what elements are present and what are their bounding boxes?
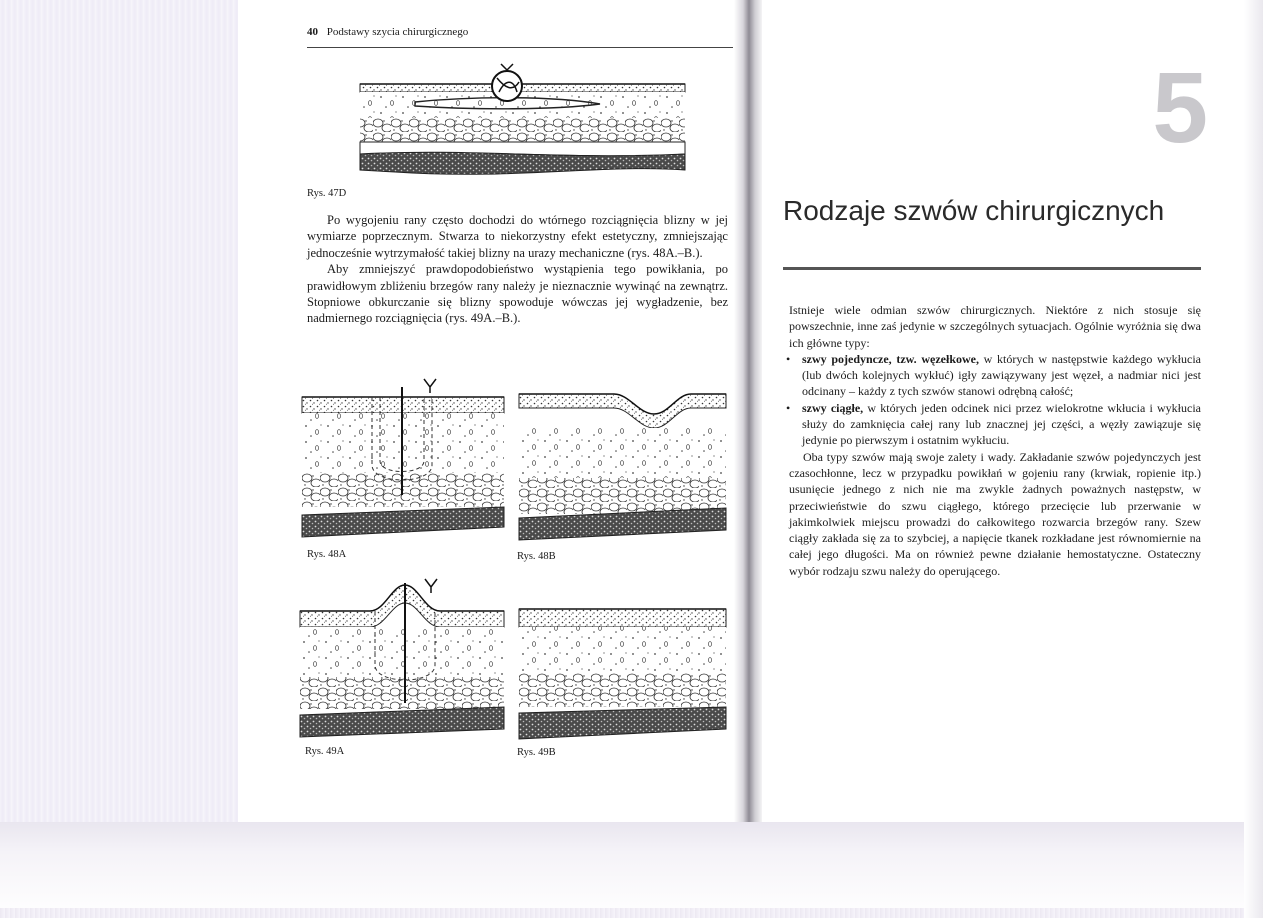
scan-margin-bottom xyxy=(0,822,1263,918)
chapter-title: Rodzaje szwów chirurgicznych xyxy=(783,195,1165,226)
page-number: 40 xyxy=(307,26,318,38)
paragraph: Istnieje wiele odmian szwów chirurgicznych. Niektóre z nich stosuje się powszechnie, inne zaś jedynie w szczególnych sytuacjach. Ogólnie wyróżnia się dwa ich główne typy: xyxy=(789,303,1201,350)
caption-fig49a: Rys. 49A xyxy=(305,746,345,757)
bullet-icon: • xyxy=(786,351,791,366)
caption-fig48a: Rys. 48A xyxy=(307,549,347,560)
caption-fig47d: Rys. 47D xyxy=(307,188,347,199)
figure-49b xyxy=(519,603,726,743)
scan-margin-right xyxy=(1244,0,1263,918)
scan-margin-left xyxy=(0,0,238,918)
paragraph: Oba typy szwów mają swoje zalety i wady. Zakładanie szwów pojedynczych jest czasochłonne, lecz w przypadku powikłań w gojeniu rany (krwiak, ropienie itp.) usunięcie jednego z nich nie ma zwykle żadnych poważnych następstw, w przeciwieństwie do szwu ciągłego, którego przecięcie lub przerwanie w jakimkolwiek miejscu prowadzi do całkowitego rozwarcia brzegów rany. Szew ciągły zakłada się za to szybciej, a napięcie tkanek rozkładane jest równomiernie na całej jego długości. Ma on również pewne działanie hemostatyczne. Ostateczny wybór rodzaju szwu należy do operującego. xyxy=(789,449,1201,578)
bullet-icon: • xyxy=(786,400,791,415)
chapter-number: 5 xyxy=(1152,52,1208,164)
list-item xyxy=(786,351,1201,400)
figure-48b xyxy=(519,390,726,542)
definition: w których jeden odcinek nici przez wielokrotne wkłucia i wykłucia służy do zamknięcia całej rany lub znacznej jej części, a węzły zawiązuje się jedynie po pierwszym i ostatnim wykłuciu. xyxy=(802,400,1202,448)
header-rule xyxy=(307,47,733,48)
term: szwy ciągłe, xyxy=(802,400,864,415)
paragraph: Po wygojeniu rany często dochodzi do wtórnego rozciągnięcia blizny w jej wymiarze poprzecznym. Stwarza to niekorzystny efekt estetyczny, zmniejszając jednocześnie wytrzymałość takiej blizny na urazy mechaniczne (rys. 48A.–B.). xyxy=(307,213,728,260)
running-title: Podstawy szycia chirurgicznego xyxy=(326,26,469,38)
figure-49a xyxy=(300,575,504,741)
left-body-text xyxy=(307,212,728,327)
figure-47d xyxy=(355,62,690,190)
list-item xyxy=(786,400,1202,449)
scan-edge-bottom xyxy=(0,908,1263,918)
caption-fig48b: Rys. 48B xyxy=(517,551,556,562)
right-body-text xyxy=(786,302,1202,579)
definition: w których w następstwie każdego wykłucia (lub dwóch kolejnych wykłuć) igły zawiązywany jest węzeł, a nadmiar nici jest odcinany – każdy z tych szwów stanowi odrębną całość; xyxy=(802,351,1201,399)
suture-types-list xyxy=(786,351,1202,449)
term: szwy pojedyncze, tzw. węzełkowe, xyxy=(802,351,979,366)
running-header xyxy=(307,26,468,38)
title-rule xyxy=(783,267,1201,270)
figure-48a xyxy=(302,375,504,541)
book-gutter xyxy=(734,0,764,822)
caption-fig49b: Rys. 49B xyxy=(517,747,556,758)
paragraph: Aby zmniejszyć prawdopodobieństwo wystąpienia tego powikłania, po prawidłowym zbliżeniu brzegów rany należy je nieznacznie wywinąć na zewnątrz. Stopniowe obkurczanie się blizny spowoduje wówczas jej wygładzenie, bez nadmiernego rozciągnięcia (rys. 49A.–B.). xyxy=(307,262,728,326)
